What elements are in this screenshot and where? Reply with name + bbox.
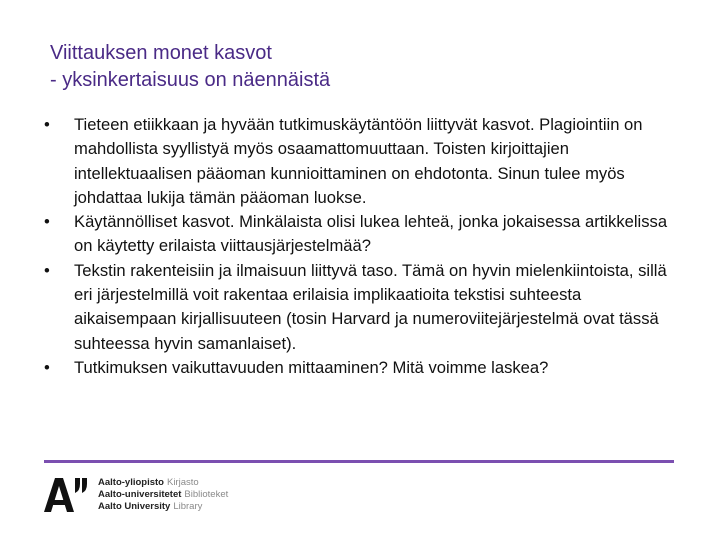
footer-divider — [44, 460, 674, 463]
aalto-a-mark-icon — [44, 476, 88, 514]
logo-unit-name: Kirjasto — [166, 477, 199, 488]
logo-line — [98, 489, 228, 501]
bullet-item: • Tekstin rakenteisiin ja ilmaisuun liittyvä taso. Tämä on hyvin mielenkiintoista, sillä eri järjestelmillä voit rakentaa erilaisia implikaatioita tekstisi suhteesta aikaisempaan kirjallisuuteen (tosin Harvard ja numeroviitejärjestelmä ovat tässä suhteessa hyvin samanlaiset). — [44, 259, 684, 356]
logo-university-name: Aalto University — [98, 501, 171, 513]
logo-line — [98, 477, 228, 489]
slide-title-line-1: Viittauksen monet kasvot — [50, 42, 272, 64]
logo-unit-name: Biblioteket — [184, 489, 229, 501]
logo-text — [98, 477, 228, 514]
slide-title — [50, 40, 690, 94]
logo-university-name: Aalto-universitetet — [98, 489, 182, 501]
logo-university-name: Aalto-yliopisto — [98, 477, 164, 488]
bullet-item: • Käytännölliset kasvot. Minkälaista olisi lukea lehteä, jonka jokaisessa artikkelissa on käytetty erilaista viittausjärjestelmää? — [44, 210, 684, 259]
logo-line — [98, 501, 228, 513]
slide-title-line-2: - yksinkertaisuus on näennäistä — [50, 69, 331, 91]
aalto-logo — [44, 474, 304, 516]
bullet-list — [44, 113, 684, 380]
logo-unit-name: Library — [173, 501, 203, 513]
bullet-item: • Tutkimuksen vaikuttavuuden mittaaminen? Mitä voimme laskea? — [44, 356, 684, 380]
bullet-item: • Tieteen etiikkaan ja hyvään tutkimuskäytäntöön liittyvät kasvot. Plagiointiin on mahdollista syyllistyä myös osaamattomuuttaan. Toisten kirjoittajien intellektuaalisen pääoman kunnioittaminen on ehdotonta. Sinun tulee myös johdattaa lukija tämän pääoman luokse. — [44, 113, 684, 210]
